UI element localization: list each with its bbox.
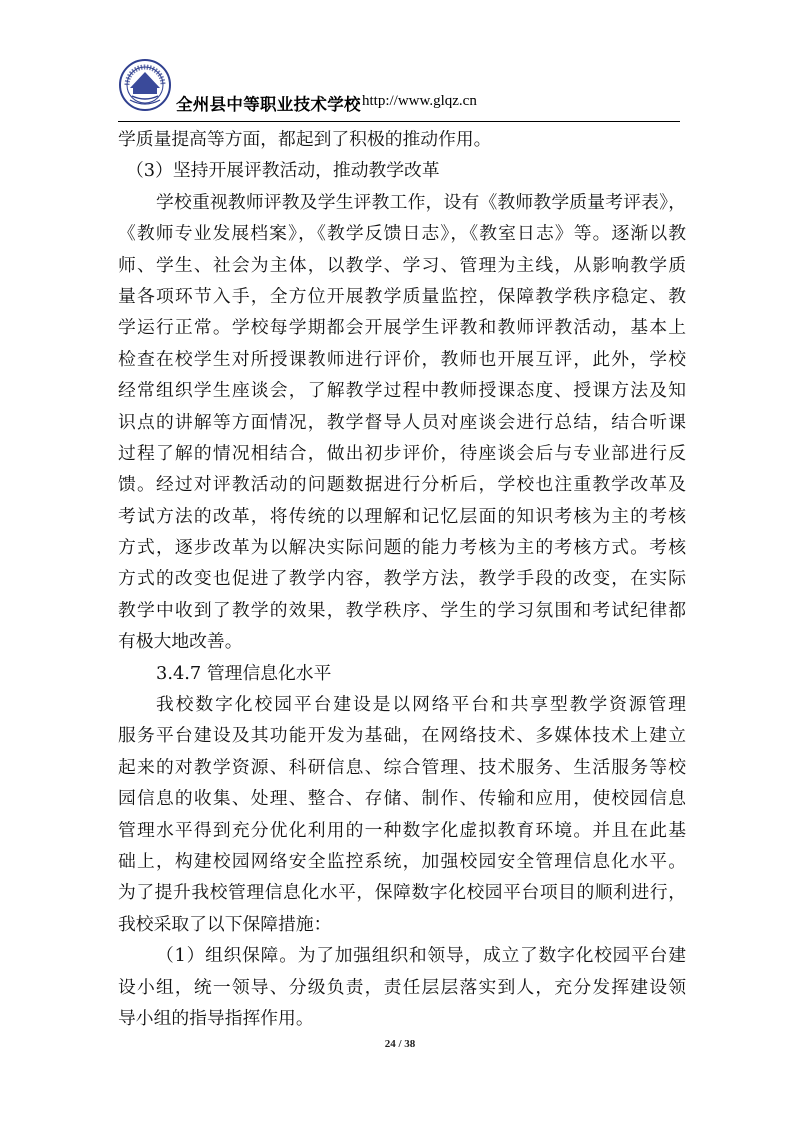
header-divider	[118, 121, 680, 122]
text-line: 服务平台建设及其功能开发为基础，在网络技术、多媒体技术上建立	[118, 725, 686, 747]
text-line: 学质量提高等方面，都起到了积极的推动作用。	[118, 129, 492, 150]
text-line: 识点的讲解等方面情况，教学督导人员对座谈会进行总结，结合听课	[118, 411, 686, 433]
text-line: 为了提升我校管理信息化水平，保障数字化校园平台项目的顺利进行，	[118, 882, 686, 904]
page-header	[118, 58, 688, 122]
text-line: 有极大地改善。	[118, 631, 243, 653]
text-line: 础上，构建校园网络安全监控系统，加强校园安全管理信息化水平。	[118, 850, 686, 872]
text-line: 学校重视教师评教及学生评教工作，设有《教师教学质量考评表》，	[156, 191, 686, 213]
text-line: 过程了解的情况相结合，做出初步评价，待座谈会后与专业部进行反	[118, 442, 686, 464]
text-line: 量各项环节入手，全方位开展教学质量监控，保障教学秩序稳定、教	[118, 285, 686, 307]
text-line: 导小组的指导指挥作用。	[118, 1007, 314, 1029]
text-line: 设小组，统一领导、分级负责，责任层层落实到人，充分发挥建设领	[118, 976, 686, 998]
text-line: 经常组织学生座谈会，了解教学过程中教师授课态度、授课方法及知	[118, 380, 686, 402]
text-line: 管理水平得到充分优化利用的一种数字化虚拟教育环境。并且在此基	[118, 819, 686, 841]
section-heading: （3）坚持开展评教活动，推动教学改革	[126, 160, 440, 182]
page-number: 24 / 38	[384, 1038, 416, 1050]
text-line: 《教师专业发展档案》，《教学反馈日志》，《教室日志》等。逐渐以教	[118, 223, 686, 245]
text-line: 学运行正常。学校每学期都会开展学生评教和教师评教活动，基本上	[118, 317, 686, 339]
text-line: 师、学生、社会为主体，以教学、学习、管理为主线，从影响教学质	[118, 254, 686, 276]
text-line: 方式，逐步改革为以解决实际问题的能力考核为主的考核方式。考核	[118, 537, 686, 559]
text-line: 方式的改变也促进了教学内容，教学方法，教学手段的改变，在实际	[118, 568, 686, 590]
section-heading: 3.4.7 管理信息化水平	[156, 662, 332, 684]
text-line: 起来的对教学资源、科研信息、综合管理、技术服务、生活服务等校	[118, 756, 686, 778]
text-line: 我校数字化校园平台建设是以网络平台和共享型教学资源管理	[156, 694, 686, 716]
text-line: 检查在校学生对所授课教师进行评价，教师也开展互评，此外，学校	[118, 348, 686, 370]
text-line: 馈。经过对评教活动的问题数据进行分析后，学校也注重教学改革及	[118, 474, 686, 496]
school-url: http://www.glqz.cn	[362, 93, 477, 109]
text-line: （1）组织保障。为了加强组织和领导，成立了数字化校园平台建	[156, 945, 686, 967]
school-name: 全州县中等职业技术学校	[176, 95, 361, 114]
text-line: 教学中收到了教学的效果，教学秩序、学生的学习氛围和考试纪律都	[118, 599, 686, 621]
text-line: 园信息的收集、处理、整合、存储、制作、传输和应用，使校园信息	[118, 788, 686, 810]
school-emblem-icon	[118, 58, 172, 112]
text-line: 我校采取了以下保障措施：	[118, 913, 332, 935]
text-line: 考试方法的改革，将传统的以理解和记忆层面的知识考核为主的考核	[118, 505, 686, 527]
document-body	[118, 124, 686, 1034]
